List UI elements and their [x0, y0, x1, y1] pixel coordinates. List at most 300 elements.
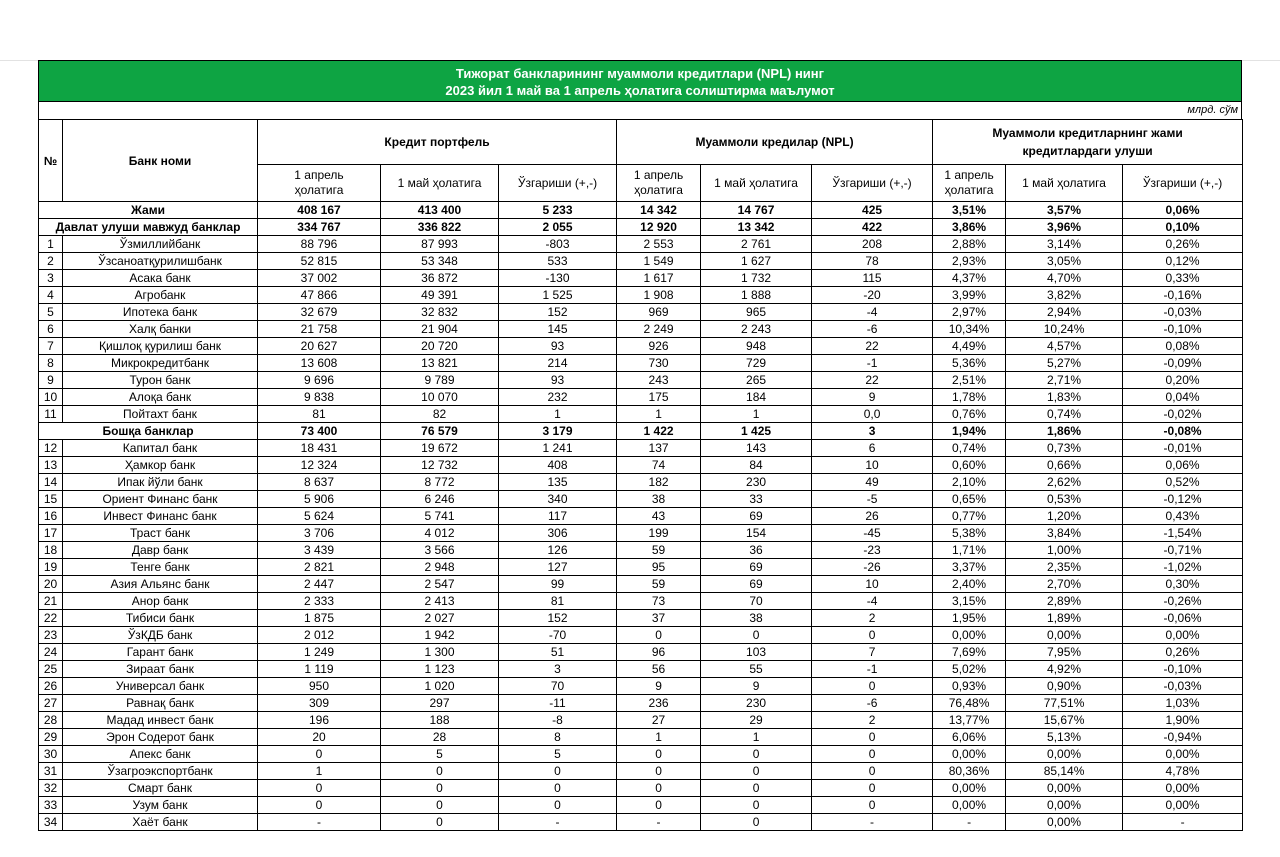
value-cell: 1 525	[499, 287, 617, 304]
value-cell: 27	[617, 712, 701, 729]
value-cell: 55	[701, 661, 812, 678]
title-line-1: Тижорат банкларининг муаммоли кредитлари (NPL) нинг	[455, 66, 825, 81]
value-cell: 0,0	[812, 406, 933, 423]
row-number-cell: 10	[39, 389, 63, 406]
value-cell: 19 672	[381, 440, 499, 457]
table-row	[39, 746, 1243, 763]
bank-name-cell: Эрон Содерот банк	[63, 729, 258, 746]
value-cell: 340	[499, 491, 617, 508]
value-cell: -23	[812, 542, 933, 559]
value-cell: 3,57%	[1006, 202, 1123, 219]
value-cell: 0	[617, 780, 701, 797]
value-cell: 309	[258, 695, 381, 712]
group-name-cell: Давлат улуши мавжуд банклар	[39, 219, 258, 236]
value-cell: -130	[499, 270, 617, 287]
bank-name-cell: ЎзКДБ банк	[63, 627, 258, 644]
value-cell: 95	[617, 559, 701, 576]
value-cell: 5	[499, 746, 617, 763]
value-cell: 4,78%	[1123, 763, 1243, 780]
value-cell: 81	[258, 406, 381, 423]
value-cell: 5	[381, 746, 499, 763]
row-number-cell: 15	[39, 491, 63, 508]
value-cell: 3 179	[499, 423, 617, 440]
value-cell: 22	[812, 372, 933, 389]
value-cell: 182	[617, 474, 701, 491]
value-cell: 20 627	[258, 338, 381, 355]
value-cell: 0,06%	[1123, 202, 1243, 219]
value-cell: 29	[701, 712, 812, 729]
value-cell: 3 566	[381, 542, 499, 559]
value-cell: 0	[812, 678, 933, 695]
value-cell: 13,77%	[933, 712, 1006, 729]
table-row	[39, 780, 1243, 797]
bank-name-cell: Анор банк	[63, 593, 258, 610]
value-cell: 93	[499, 372, 617, 389]
row-number-cell: 5	[39, 304, 63, 321]
bank-name-cell: Универсал банк	[63, 678, 258, 695]
value-cell: 729	[701, 355, 812, 372]
value-cell: 47 866	[258, 287, 381, 304]
value-cell: 8 637	[258, 474, 381, 491]
row-number-cell: 9	[39, 372, 63, 389]
value-cell: 0,04%	[1123, 389, 1243, 406]
subheader-april	[258, 165, 381, 202]
value-cell: -	[499, 814, 617, 831]
value-cell: 0	[617, 797, 701, 814]
report-title	[38, 60, 1242, 102]
value-cell: 117	[499, 508, 617, 525]
value-cell: 0	[381, 763, 499, 780]
value-cell: 154	[701, 525, 812, 542]
value-cell: 297	[381, 695, 499, 712]
value-cell: 5 233	[499, 202, 617, 219]
value-cell: 9 789	[381, 372, 499, 389]
table-row	[39, 338, 1243, 355]
value-cell: 13 821	[381, 355, 499, 372]
value-cell: 13 608	[258, 355, 381, 372]
table-row	[39, 525, 1243, 542]
value-cell: 0,12%	[1123, 253, 1243, 270]
value-cell: 1 422	[617, 423, 701, 440]
value-cell: 334 767	[258, 219, 381, 236]
value-cell: 143	[701, 440, 812, 457]
value-cell: 184	[701, 389, 812, 406]
value-cell: -0,71%	[1123, 542, 1243, 559]
value-cell: 0,06%	[1123, 457, 1243, 474]
row-number-cell: 20	[39, 576, 63, 593]
value-cell: 0,66%	[1006, 457, 1123, 474]
row-number-cell: 25	[39, 661, 63, 678]
value-cell: 1,78%	[933, 389, 1006, 406]
value-cell: 14 342	[617, 202, 701, 219]
table-row	[39, 542, 1243, 559]
row-number-cell: 7	[39, 338, 63, 355]
row-number-cell: 30	[39, 746, 63, 763]
value-cell: 12 732	[381, 457, 499, 474]
value-cell: 0	[812, 627, 933, 644]
row-number-cell: 31	[39, 763, 63, 780]
row-number-cell: 28	[39, 712, 63, 729]
value-cell: -6	[812, 321, 933, 338]
value-cell: 3,84%	[1006, 525, 1123, 542]
subheader-april	[933, 165, 1006, 202]
header-npl-share-line-1: Муаммоли кредитларнинг жами	[992, 126, 1183, 140]
bank-name-cell: Ипак йўли банк	[63, 474, 258, 491]
value-cell: 3,05%	[1006, 253, 1123, 270]
value-cell: 1,71%	[933, 542, 1006, 559]
value-cell: 199	[617, 525, 701, 542]
value-cell: 0	[812, 746, 933, 763]
row-number-cell: 3	[39, 270, 63, 287]
value-cell: 10,24%	[1006, 321, 1123, 338]
bank-name-cell: Халқ банки	[63, 321, 258, 338]
value-cell: 230	[701, 474, 812, 491]
value-cell: 70	[499, 678, 617, 695]
row-number-cell: 19	[39, 559, 63, 576]
bank-name-cell: Ипотека банк	[63, 304, 258, 321]
value-cell: 243	[617, 372, 701, 389]
value-cell: 6,06%	[933, 729, 1006, 746]
value-cell: 20	[258, 729, 381, 746]
value-cell: 408 167	[258, 202, 381, 219]
value-cell: 32 679	[258, 304, 381, 321]
value-cell: 0,73%	[1006, 440, 1123, 457]
value-cell: 2,51%	[933, 372, 1006, 389]
subheader-april-line-2: ҳолатига	[634, 183, 683, 197]
table-row	[39, 304, 1243, 321]
value-cell: 5,13%	[1006, 729, 1123, 746]
value-cell: -0,10%	[1123, 321, 1243, 338]
value-cell: 9	[617, 678, 701, 695]
row-number-cell: 21	[39, 593, 63, 610]
value-cell: 306	[499, 525, 617, 542]
value-cell: -0,01%	[1123, 440, 1243, 457]
value-cell: -0,03%	[1123, 304, 1243, 321]
value-cell: 948	[701, 338, 812, 355]
subheader-change: Ўзгариши (+,-)	[499, 165, 617, 202]
value-cell: 188	[381, 712, 499, 729]
value-cell: 0,76%	[933, 406, 1006, 423]
value-cell: 5 906	[258, 491, 381, 508]
value-cell: 13 342	[701, 219, 812, 236]
value-cell: 196	[258, 712, 381, 729]
value-cell: 28	[381, 729, 499, 746]
table-row	[39, 814, 1243, 831]
value-cell: 232	[499, 389, 617, 406]
value-cell: 0,30%	[1123, 576, 1243, 593]
value-cell: 2 447	[258, 576, 381, 593]
value-cell: 7,95%	[1006, 644, 1123, 661]
value-cell: 0	[701, 814, 812, 831]
value-cell: 0,93%	[933, 678, 1006, 695]
header-npl: Муаммоли кредилар (NPL)	[617, 120, 933, 165]
value-cell: 84	[701, 457, 812, 474]
value-cell: 8 772	[381, 474, 499, 491]
row-number-cell: 18	[39, 542, 63, 559]
value-cell: 6	[812, 440, 933, 457]
value-cell: 3,14%	[1006, 236, 1123, 253]
bank-name-cell: Хаёт банк	[63, 814, 258, 831]
value-cell: 88 796	[258, 236, 381, 253]
row-number-cell: 23	[39, 627, 63, 644]
value-cell: 96	[617, 644, 701, 661]
bank-name-cell: Пойтахт банк	[63, 406, 258, 423]
value-cell: 137	[617, 440, 701, 457]
value-cell: 1,86%	[1006, 423, 1123, 440]
value-cell: 10,34%	[933, 321, 1006, 338]
row-number-cell: 1	[39, 236, 63, 253]
value-cell: 73	[617, 593, 701, 610]
value-cell: 0,60%	[933, 457, 1006, 474]
table-row	[39, 287, 1243, 304]
value-cell: 0	[617, 627, 701, 644]
value-cell: -0,94%	[1123, 729, 1243, 746]
bank-name-cell: Капитал банк	[63, 440, 258, 457]
value-cell: 76,48%	[933, 695, 1006, 712]
value-cell: 0	[701, 627, 812, 644]
value-cell: 0	[812, 763, 933, 780]
value-cell: 20 720	[381, 338, 499, 355]
value-cell: 37 002	[258, 270, 381, 287]
value-cell: 69	[701, 576, 812, 593]
value-cell: -	[1123, 814, 1243, 831]
value-cell: 26	[812, 508, 933, 525]
value-cell: 3,15%	[933, 593, 1006, 610]
value-cell: 3 439	[258, 542, 381, 559]
value-cell: 5 741	[381, 508, 499, 525]
value-cell: 3,51%	[933, 202, 1006, 219]
value-cell: 9	[812, 389, 933, 406]
table-row	[39, 457, 1243, 474]
value-cell: 36 872	[381, 270, 499, 287]
value-cell: -	[812, 814, 933, 831]
value-cell: 78	[812, 253, 933, 270]
value-cell: 38	[701, 610, 812, 627]
bank-name-cell: Асака банк	[63, 270, 258, 287]
value-cell: 33	[701, 491, 812, 508]
table-row	[39, 355, 1243, 372]
table-row	[39, 508, 1243, 525]
value-cell: 1	[617, 406, 701, 423]
value-cell: 3,37%	[933, 559, 1006, 576]
value-cell: 422	[812, 219, 933, 236]
value-cell: 4,49%	[933, 338, 1006, 355]
value-cell: 8	[499, 729, 617, 746]
value-cell: 2,94%	[1006, 304, 1123, 321]
value-cell: -4	[812, 593, 933, 610]
value-cell: 12 920	[617, 219, 701, 236]
value-cell: 1 425	[701, 423, 812, 440]
subheader-april-line-1: 1 апрель	[294, 168, 344, 182]
row-number-cell: 6	[39, 321, 63, 338]
value-cell: 0,00%	[933, 627, 1006, 644]
value-cell: 0	[499, 780, 617, 797]
value-cell: 7	[812, 644, 933, 661]
bank-name-cell: Турон банк	[63, 372, 258, 389]
bank-name-cell: Ҳамкор банк	[63, 457, 258, 474]
value-cell: 926	[617, 338, 701, 355]
value-cell: 6 246	[381, 491, 499, 508]
value-cell: -0,12%	[1123, 491, 1243, 508]
subheader-april	[617, 165, 701, 202]
value-cell: -70	[499, 627, 617, 644]
value-cell: 0,00%	[933, 797, 1006, 814]
value-cell: 21 904	[381, 321, 499, 338]
value-cell: 2 821	[258, 559, 381, 576]
value-cell: 0,52%	[1123, 474, 1243, 491]
value-cell: 38	[617, 491, 701, 508]
value-cell: 533	[499, 253, 617, 270]
value-cell: 74	[617, 457, 701, 474]
value-cell: 135	[499, 474, 617, 491]
value-cell: 0	[701, 746, 812, 763]
row-number-cell: 33	[39, 797, 63, 814]
value-cell: -1	[812, 355, 933, 372]
title-line-2: 2023 йил 1 май ва 1 апрель ҳолатига солиштирма маълумот	[445, 83, 835, 98]
bank-name-cell: Давр банк	[63, 542, 258, 559]
value-cell: 1 732	[701, 270, 812, 287]
group-name-cell: Бошқа банклар	[39, 423, 258, 440]
value-cell: 0	[258, 746, 381, 763]
header-credit-portfolio: Кредит портфель	[258, 120, 617, 165]
table-row	[39, 712, 1243, 729]
value-cell: 4,92%	[1006, 661, 1123, 678]
value-cell: 1,90%	[1123, 712, 1243, 729]
value-cell: 77,51%	[1006, 695, 1123, 712]
table-row	[39, 406, 1243, 423]
row-number-cell: 11	[39, 406, 63, 423]
value-cell: 36	[701, 542, 812, 559]
value-cell: 175	[617, 389, 701, 406]
value-cell: 5,36%	[933, 355, 1006, 372]
value-cell: 81	[499, 593, 617, 610]
value-cell: 53 348	[381, 253, 499, 270]
value-cell: -	[258, 814, 381, 831]
value-cell: 2 413	[381, 593, 499, 610]
value-cell: -6	[812, 695, 933, 712]
table-row	[39, 202, 1243, 219]
table-body	[39, 202, 1243, 831]
header-num: №	[39, 120, 63, 202]
value-cell: 1 942	[381, 627, 499, 644]
value-cell: -1	[812, 661, 933, 678]
value-cell: 56	[617, 661, 701, 678]
value-cell: -0,16%	[1123, 287, 1243, 304]
value-cell: 115	[812, 270, 933, 287]
table-row	[39, 372, 1243, 389]
value-cell: 2,89%	[1006, 593, 1123, 610]
value-cell: 5,38%	[933, 525, 1006, 542]
value-cell: 0,00%	[1006, 780, 1123, 797]
value-cell: 0,90%	[1006, 678, 1123, 695]
value-cell: 1,89%	[1006, 610, 1123, 627]
subheader-april-line-2: ҳолатига	[294, 183, 344, 197]
table-row	[39, 797, 1243, 814]
value-cell: -0,03%	[1123, 678, 1243, 695]
value-cell: 236	[617, 695, 701, 712]
bank-name-cell: Траст банк	[63, 525, 258, 542]
value-cell: 59	[617, 542, 701, 559]
value-cell: 2,71%	[1006, 372, 1123, 389]
table-row	[39, 763, 1243, 780]
table-row	[39, 661, 1243, 678]
value-cell: 730	[617, 355, 701, 372]
bank-name-cell: Гарант банк	[63, 644, 258, 661]
value-cell: 0,00%	[1123, 627, 1243, 644]
value-cell: 2,93%	[933, 253, 1006, 270]
value-cell: 336 822	[381, 219, 499, 236]
value-cell: -5	[812, 491, 933, 508]
value-cell: 1	[701, 729, 812, 746]
value-cell: 0,00%	[1006, 814, 1123, 831]
bank-name-cell: Қишлоқ қурилиш банк	[63, 338, 258, 355]
value-cell: 413 400	[381, 202, 499, 219]
value-cell: 965	[701, 304, 812, 321]
value-cell: 1 549	[617, 253, 701, 270]
row-number-cell: 16	[39, 508, 63, 525]
value-cell: 80,36%	[933, 763, 1006, 780]
value-cell: -8	[499, 712, 617, 729]
value-cell: 0,00%	[1123, 780, 1243, 797]
npl-report	[38, 60, 1242, 831]
value-cell: 1 020	[381, 678, 499, 695]
table-row	[39, 695, 1243, 712]
row-number-cell: 22	[39, 610, 63, 627]
table-row	[39, 593, 1243, 610]
value-cell: -0,10%	[1123, 661, 1243, 678]
value-cell: 0	[701, 797, 812, 814]
table-row	[39, 610, 1243, 627]
value-cell: 5,02%	[933, 661, 1006, 678]
value-cell: 99	[499, 576, 617, 593]
value-cell: 127	[499, 559, 617, 576]
value-cell: 0,77%	[933, 508, 1006, 525]
value-cell: 0	[617, 746, 701, 763]
subheader-april-line-1: 1 апрель	[944, 168, 994, 182]
value-cell: 2 027	[381, 610, 499, 627]
value-cell: 1 241	[499, 440, 617, 457]
value-cell: 2 547	[381, 576, 499, 593]
value-cell: 1,03%	[1123, 695, 1243, 712]
table-row	[39, 678, 1243, 695]
value-cell: 76 579	[381, 423, 499, 440]
bank-name-cell: Микрокредитбанк	[63, 355, 258, 372]
value-cell: -11	[499, 695, 617, 712]
value-cell: -803	[499, 236, 617, 253]
table-row	[39, 423, 1243, 440]
value-cell: 3	[499, 661, 617, 678]
value-cell: -4	[812, 304, 933, 321]
subheader-april-line-1: 1 апрель	[633, 168, 684, 182]
bank-name-cell: Ўзсаноатқурилишбанк	[63, 253, 258, 270]
table-row	[39, 236, 1243, 253]
table-row	[39, 559, 1243, 576]
value-cell: 32 832	[381, 304, 499, 321]
value-cell: 103	[701, 644, 812, 661]
bank-name-cell: Равнақ банк	[63, 695, 258, 712]
table-row	[39, 644, 1243, 661]
value-cell: 1 119	[258, 661, 381, 678]
value-cell: 0,00%	[1123, 797, 1243, 814]
bank-name-cell: Ўзагроэкспортбанк	[63, 763, 258, 780]
value-cell: 51	[499, 644, 617, 661]
value-cell: 2 761	[701, 236, 812, 253]
value-cell: 69	[701, 508, 812, 525]
value-cell: 3,99%	[933, 287, 1006, 304]
row-number-cell: 24	[39, 644, 63, 661]
value-cell: 93	[499, 338, 617, 355]
bank-name-cell: Ориент Финанс банк	[63, 491, 258, 508]
